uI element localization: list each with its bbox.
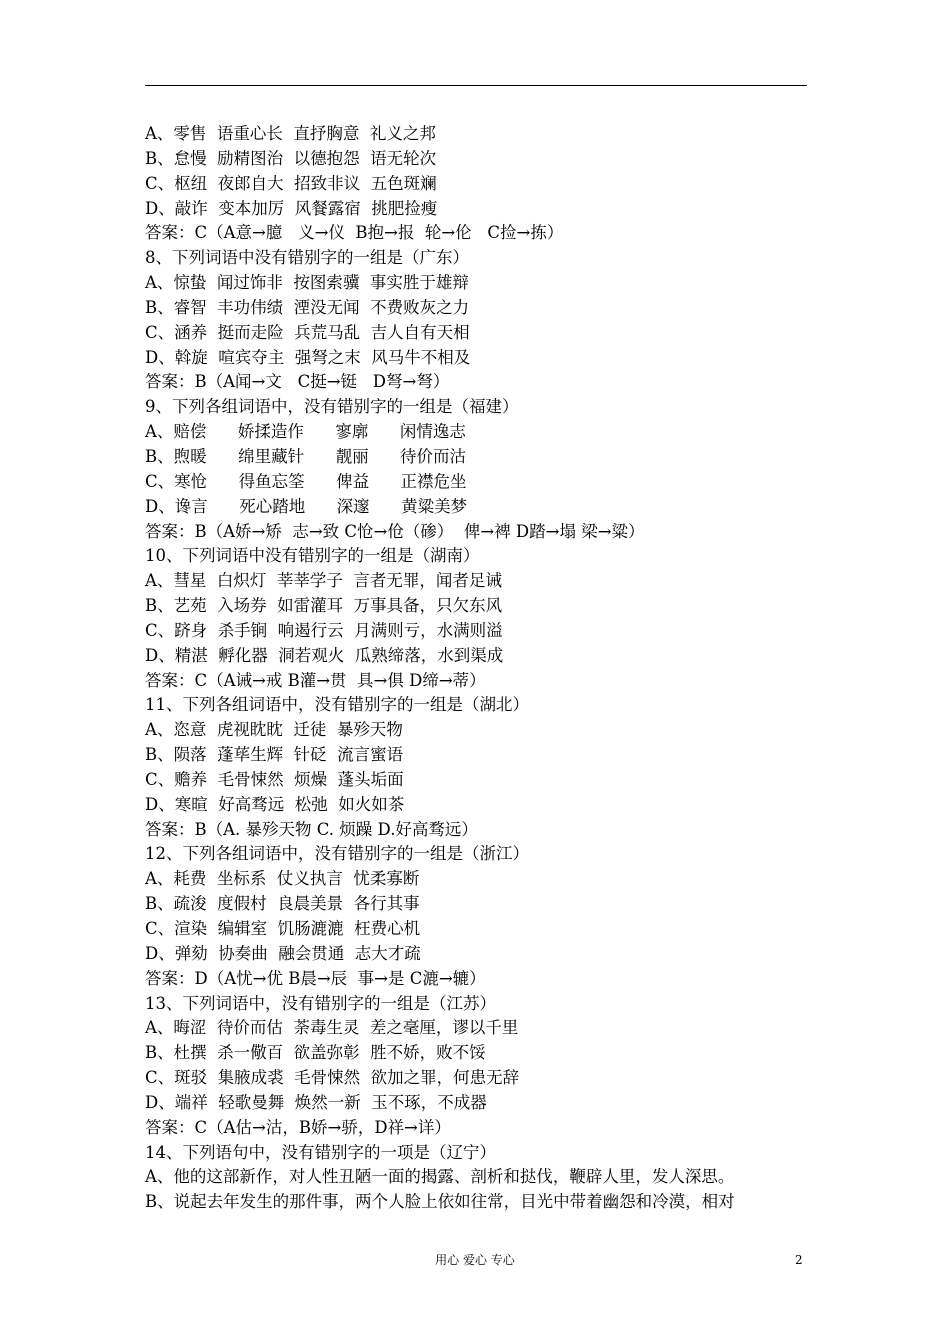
text-line: B、陨落 蓬荜生辉 针砭 流言蜜语 bbox=[145, 745, 404, 765]
text-line: C、寒怆 得鱼忘筌 俾益 正襟危坐 bbox=[145, 471, 467, 491]
text-line: D、敲诈 变本加厉 风餐露宿 挑肥捡瘦 bbox=[145, 198, 438, 218]
text-line: D、谗言 死心踏地 深邃 黄粱美梦 bbox=[145, 496, 468, 516]
text-line: A、惊蛰 闻过饰非 按图索骥 事实胜于雄辩 bbox=[145, 273, 469, 293]
text-line: 10、下列词语中没有错别字的一组是（湖南） bbox=[145, 546, 480, 566]
text-line: D、端祥 轻歌曼舞 焕然一新 玉不琢，不成器 bbox=[145, 1092, 487, 1112]
text-line: A、他的这部新作，对人性丑陋一面的揭露、剖析和挞伐，鞭辟人里，发人深思。 bbox=[145, 1167, 735, 1187]
text-line: 9、下列各组词语中，没有错别字的一组是（福建） bbox=[145, 397, 519, 417]
text-line: D、弹劾 协奏曲 融会贯通 志大才疏 bbox=[145, 943, 421, 963]
text-line: 答案：D（A忧→优 B晨→辰 事→是 C漉→辘） bbox=[145, 968, 486, 988]
text-line: 答案：C（A估→沽，B娇→骄，D祥→详） bbox=[145, 1117, 451, 1137]
page-footer bbox=[0, 1250, 950, 1270]
page-number: 2 bbox=[795, 1253, 803, 1267]
text-line: C、涵养 挺而走险 兵荒马乱 吉人自有天相 bbox=[145, 322, 470, 342]
header-rule bbox=[145, 85, 807, 86]
text-line: B、艺苑 入场券 如雷灌耳 万事具备，只欠东风 bbox=[145, 596, 503, 616]
text-line: C、跻身 杀手锏 响遏行云 月满则亏，水满则溢 bbox=[145, 620, 503, 640]
text-line: B、怠慢 励精图治 以德抱怨 语无轮次 bbox=[145, 148, 437, 168]
text-line: B、疏浚 度假村 良晨美景 各行其事 bbox=[145, 894, 420, 914]
text-line: 14、下列语句中，没有错别字的一项是（辽宁） bbox=[145, 1142, 496, 1162]
text-line: 答案：B（A闻→文 C挺→铤 D弩→弩） bbox=[145, 372, 450, 392]
text-line: 答案：B（A. 暴殄天物 C. 烦躁 D.好高骛远） bbox=[145, 819, 478, 839]
text-line: C、赡养 毛骨悚然 烦燥 蓬头垢面 bbox=[145, 769, 404, 789]
text-line: B、煦暖 绵里藏针 靓丽 待价而沽 bbox=[145, 446, 467, 466]
text-line: 11、下列各组词语中，没有错别字的一组是（湖北） bbox=[145, 695, 529, 715]
text-line: A、晦涩 待价而估 荼毒生灵 差之毫厘，谬以千里 bbox=[145, 1018, 519, 1038]
text-line: B、说起去年发生的那件事，两个人脸上依如往常，目光中带着幽怨和冷漠，相对 bbox=[145, 1192, 735, 1212]
text-line: 答案：C（A意→臆 义→仪 B抱→报 轮→伦 C捡→拣） bbox=[145, 223, 564, 243]
text-line: 12、下列各组词语中，没有错别字的一组是（浙江） bbox=[145, 844, 529, 864]
text-line: A、彗星 白炽灯 莘莘学子 言者无罪，闻者足诫 bbox=[145, 571, 502, 591]
text-line: 13、下列词语中，没有错别字的一组是（江苏） bbox=[145, 993, 496, 1013]
text-line: D、精湛 孵化器 洞若观火 瓜熟缔落，水到渠成 bbox=[145, 645, 504, 665]
text-line: C、斑驳 集腋成裘 毛骨悚然 欲加之罪，何患无辞 bbox=[145, 1068, 520, 1088]
text-line: D、斡旋 喧宾夺主 强弩之末 风马牛不相及 bbox=[145, 347, 471, 367]
footer-motto: 用心 爱心 专心 bbox=[435, 1253, 515, 1267]
text-line: 答案：C（A诫→戒 B灌→贯 具→俱 D缔→蒂） bbox=[145, 670, 486, 690]
text-line: 8、下列词语中没有错别字的一组是（广东） bbox=[145, 248, 469, 268]
text-line: 答案：B（A娇→矫 志→致 C怆→伧（碜） 俾→裨 D踏→塌 梁→粱） bbox=[145, 521, 645, 541]
text-line: C、枢纽 夜郎自大 招致非议 五色斑斓 bbox=[145, 173, 437, 193]
text-line: B、睿智 丰功伟绩 湮没无闻 不费败灰之力 bbox=[145, 297, 470, 317]
text-line: A、耗费 坐标系 仗义执言 忧柔寡断 bbox=[145, 869, 420, 889]
text-line: D、寒暄 好高骛远 松弛 如火如茶 bbox=[145, 794, 405, 814]
text-line: A、赔偿 娇揉造作 寥廓 闲情逸志 bbox=[145, 422, 466, 442]
text-line: A、恣意 虎视眈眈 迁徒 暴殄天物 bbox=[145, 720, 403, 740]
text-line: C、渲染 编辑室 饥肠漉漉 枉费心机 bbox=[145, 919, 421, 938]
text-line: B、杜撰 杀一儆百 欲盖弥彰 胜不娇，败不馁 bbox=[145, 1043, 486, 1063]
document-body bbox=[145, 122, 825, 1215]
text-line: A、零售 语重心长 直抒胸意 礼义之邦 bbox=[145, 124, 436, 143]
